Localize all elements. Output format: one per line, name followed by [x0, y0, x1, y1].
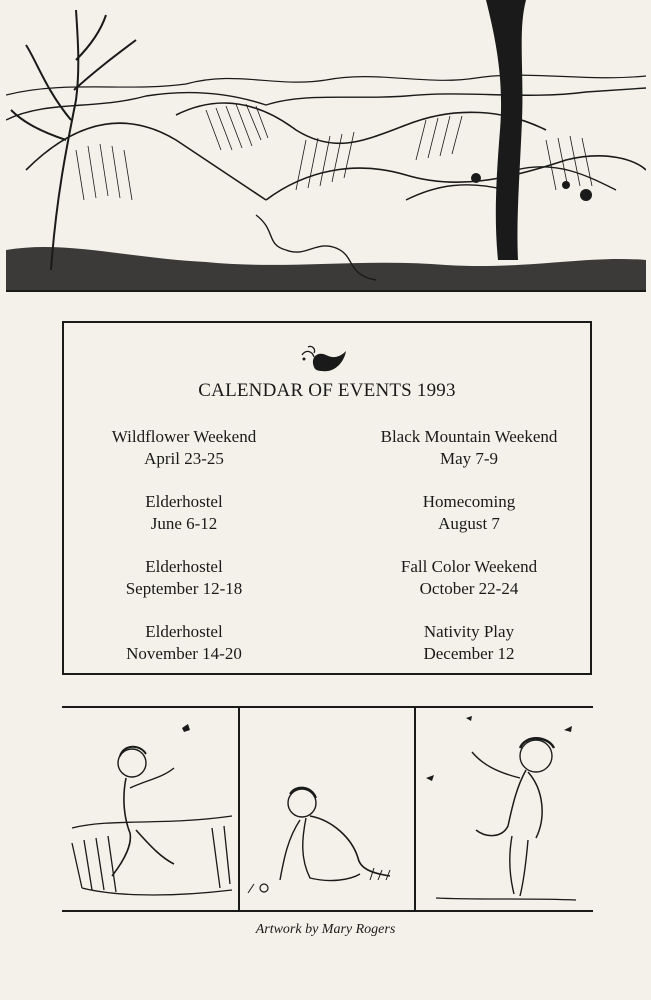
event-name: Elderhostel	[145, 557, 223, 576]
event-elderhostel-september	[64, 556, 304, 600]
event-date: June 6-12	[150, 514, 218, 533]
leaf-ornament-icon	[292, 337, 352, 377]
event-elderhostel-november	[64, 621, 304, 665]
children-artwork-strip	[62, 706, 593, 912]
mountain-landscape-illustration	[6, 0, 646, 292]
artwork-credit: Artwork by Mary Rogers	[255, 922, 396, 937]
event-wildflower-weekend	[64, 426, 304, 470]
event-name: Elderhostel	[145, 492, 223, 511]
event-name: Elderhostel	[145, 622, 223, 641]
event-date: September 12-18	[125, 579, 243, 598]
event-elderhostel-june	[64, 491, 304, 535]
child-dancing-illustration	[416, 708, 593, 910]
event-date: May 7-9	[439, 449, 499, 468]
event-nativity-play	[349, 621, 589, 665]
event-date: August 7	[438, 514, 500, 533]
event-name: Fall Color Weekend	[400, 557, 538, 576]
event-name: Wildflower Weekend	[111, 427, 257, 446]
event-date: November 14-20	[126, 644, 242, 663]
event-name: Nativity Play	[423, 622, 515, 641]
event-homecoming	[349, 491, 589, 535]
child-running-illustration	[62, 708, 238, 910]
child-sitting-illustration	[240, 708, 414, 910]
event-date: April 23-25	[144, 449, 224, 468]
event-fall-color-weekend	[349, 556, 589, 600]
event-date: December 12	[423, 644, 515, 663]
event-date: October 22-24	[419, 579, 519, 598]
landscape-drawing	[6, 0, 646, 290]
event-name: Black Mountain Weekend	[380, 427, 558, 446]
calendar-title: CALENDAR OF EVENTS 1993	[198, 380, 456, 401]
event-name: Homecoming	[422, 492, 516, 511]
event-black-mountain-weekend	[349, 426, 589, 470]
calendar-of-events-box	[62, 321, 592, 675]
